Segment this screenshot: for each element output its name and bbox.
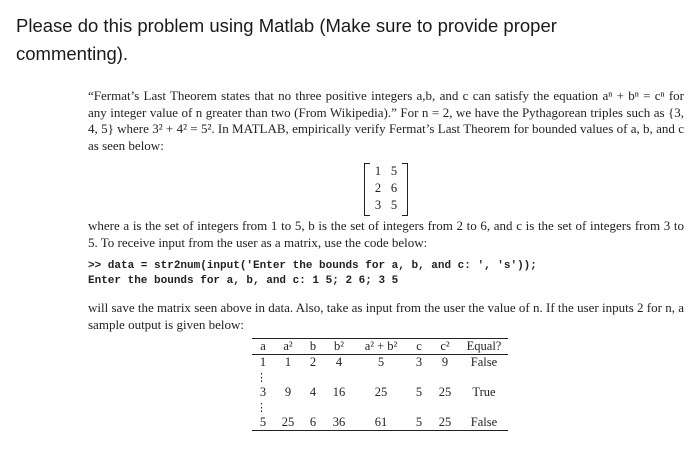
- matrix-cell: 5: [390, 198, 398, 212]
- header-sum: a² + b²: [354, 339, 408, 355]
- table-cell: 2: [309, 355, 317, 369]
- table-cell: True: [472, 385, 496, 399]
- header-a-squared: a²: [274, 339, 302, 355]
- table-row: [252, 415, 508, 431]
- table-row: [252, 385, 508, 400]
- table-cell: False: [460, 415, 508, 431]
- after-code-paragraph: [88, 300, 684, 333]
- intro-text: “Fermat’s Last Theorem states that no three positive integers a,b, and c can satisfy the equation aⁿ + bⁿ = cⁿ for any integer value of n greater than two (From Wikipedia).” For n = 2, we have the Pythagorean triples such as {3, 4, 5} where 3² + 4² = 5². In MATLAB, empirically verify Fermat’s Last Theorem for bounded values of a, b, and c as seen below:: [88, 88, 684, 153]
- header-b: b: [302, 339, 324, 355]
- table-cell: 1: [259, 355, 267, 369]
- table-cell: 5: [408, 415, 430, 431]
- matrix-cell: 2: [374, 181, 382, 195]
- matrix-cell: 5: [390, 164, 398, 178]
- explain-text: where a is the set of integers from 1 to 5, b is the set of integers from 2 to 6, and c is the set of integers from 3 to 5. To receive input from the user as a matrix, use the code below:: [88, 218, 684, 250]
- code-line-2: Enter the bounds for a, b, and c: 1 5; 2 6; 3 5: [88, 275, 399, 287]
- ellipsis: ⋮: [256, 371, 266, 384]
- matrix-body: [372, 163, 400, 214]
- ellipsis: ⋮: [256, 401, 266, 414]
- table-cell: 25: [438, 385, 452, 399]
- sample-output-table: [252, 338, 508, 431]
- table-cell: 1: [284, 355, 292, 369]
- table-ellipsis-row: [252, 400, 508, 415]
- table-cell: 16: [332, 385, 346, 399]
- heading-line-2: commenting).: [16, 43, 129, 64]
- bounds-matrix: [364, 163, 408, 216]
- table-cell: 25: [374, 385, 388, 399]
- table-cell: False: [470, 355, 498, 369]
- header-b-squared: b²: [324, 339, 354, 355]
- matrix-right-bracket: [402, 163, 408, 216]
- table-cell: 61: [354, 415, 408, 431]
- header-a: a: [252, 339, 274, 355]
- code-line-1: >> data = str2num(input('Enter the bounds for a, b, and c: ', 's'));: [88, 260, 537, 272]
- after-code-text: will save the matrix seen above in data. Also, take as input from the user the value of n. If the user inputs 2 for n, a sample output is given below:: [88, 300, 684, 332]
- table-ellipsis-row: [252, 370, 508, 385]
- table-cell: 5: [252, 415, 274, 431]
- table-cell: 4: [335, 355, 343, 369]
- table-cell: 25: [274, 415, 302, 431]
- header-c: c: [408, 339, 430, 355]
- intro-paragraph: [88, 88, 684, 154]
- table-cell: 3: [259, 385, 267, 399]
- table-cell: 3: [415, 355, 423, 369]
- table-cell: 4: [309, 385, 317, 399]
- question-heading: [16, 12, 686, 68]
- table-cell: 25: [430, 415, 460, 431]
- matrix-cell: 1: [374, 164, 382, 178]
- matrix-cell: 3: [374, 198, 382, 212]
- matrix-cell: 6: [390, 181, 398, 195]
- table-row: [252, 355, 508, 371]
- table-cell: 6: [302, 415, 324, 431]
- table-cell: 9: [284, 385, 292, 399]
- matrix-left-bracket: [364, 163, 370, 216]
- table-cell: 5: [415, 385, 423, 399]
- explain-paragraph: [88, 218, 684, 251]
- heading-line-1: Please do this problem using Matlab (Make sure to provide proper: [16, 15, 557, 36]
- table-cell: 5: [377, 355, 385, 369]
- matrix-row: [372, 180, 400, 197]
- table-header-row: [252, 339, 508, 355]
- matrix-row: [372, 163, 400, 180]
- header-c-squared: c²: [430, 339, 460, 355]
- header-equal: Equal?: [460, 339, 508, 355]
- table-cell: 9: [441, 355, 449, 369]
- table-cell: 36: [324, 415, 354, 431]
- code-block: [88, 259, 684, 289]
- matrix-row: [372, 197, 400, 214]
